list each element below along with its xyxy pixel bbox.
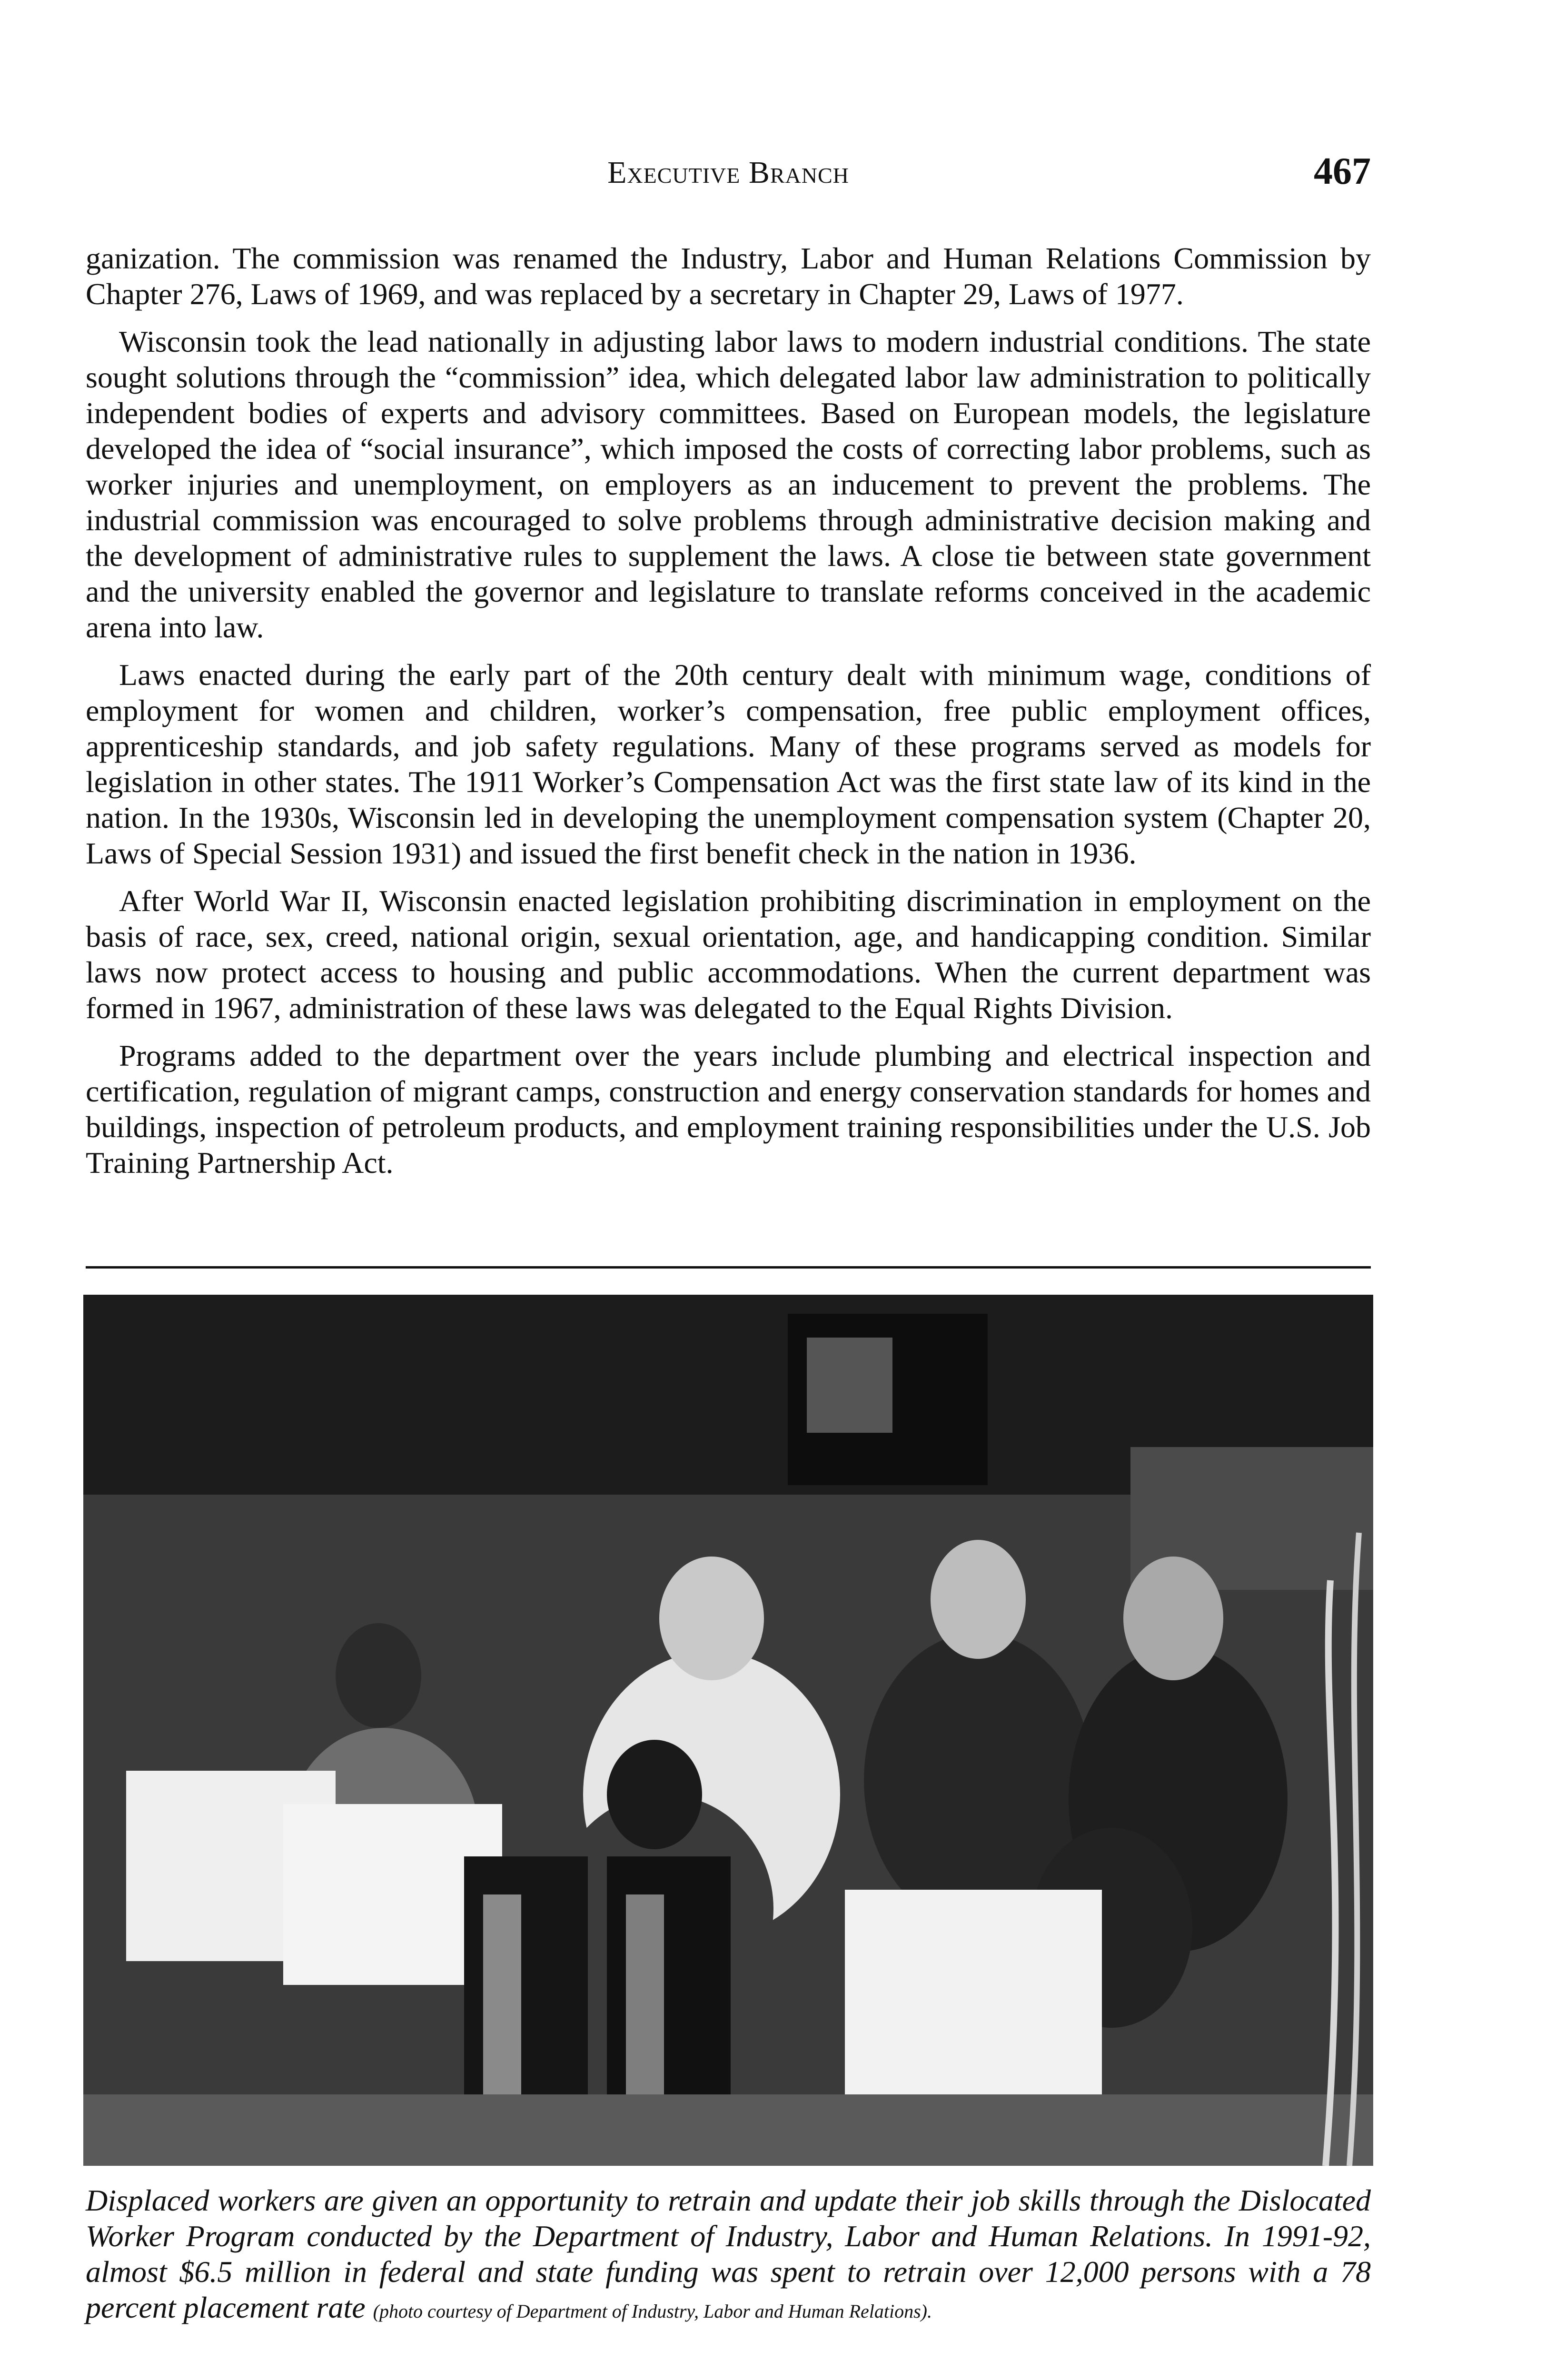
photo-credit: (photo courtesy of Department of Industry, Labor and Human Relations). bbox=[373, 2301, 932, 2322]
figure-caption bbox=[86, 2182, 1371, 2329]
paragraph: Programs added to the department over the years include plumbing and electrical inspection and certification, regulation of migrant camps, construction and energy conservation standards for homes and buildings, inspection of petroleum products, and employment training responsibilities under the U.S. Job Training Partnership Act. bbox=[86, 1039, 1371, 1180]
paragraph: Laws enacted during the early part of the 20th century dealt with minimum wage, conditions of employment for women and children, worker’s compensation, free public employment offices, apprenticeship standards, and job safety regulations. Many of these programs served as models for legislation in other states. The 1911 Worker’s Compensation Act was the first state law of its kind in the nation. In the 1930s, Wisconsin led in developing the unemployment compensation system (Chapter 20, Laws of Special Session 1931) and issued the first benefit check in the nation in 1936. bbox=[86, 658, 1371, 870]
page-number: 467 bbox=[1314, 150, 1371, 192]
paragraph: ganization. The commission was renamed the Industry, Labor and Human Relations Commission by Chapter 276, Laws of 1969, and was replaced by a secretary in Chapter 29, Laws of 1977. bbox=[86, 241, 1371, 311]
paragraph: Wisconsin took the lead nationally in adjusting labor laws to modern industrial conditions. The state sought solutions through the “commission” idea, which delegated labor law administration to politically independent bodies of experts and advisory committees. Based on European models, the legislature developed the idea of “social insurance”, which imposed the costs of correcting labor problems, such as worker injuries and unemployment, on employers as an inducement to prevent the problems. The industrial commission was encouraged to solve problems through administrative decision making and the development of administrative rules to supplement the laws. A close tie between state government and the university enabled the governor and legislature to translate reforms conceived in the academic arena into law. bbox=[86, 325, 1371, 644]
horizontal-rule bbox=[86, 1266, 1371, 1269]
paragraph: After World War II, Wisconsin enacted legislation prohibiting discrimination in employment on the basis of race, sex, creed, national origin, sexual orientation, age, and handicapping condition. Similar laws now protect access to housing and public accommodations. When the current department was formed in 1967, administration of these laws was delegated to the Equal Rights Division. bbox=[86, 884, 1371, 1025]
section-title: Executive Branch bbox=[607, 155, 849, 190]
photo-computer-training-lab bbox=[83, 1295, 1373, 2166]
caption-text: Displaced workers are given an opportunity to retrain and update their job skills through the Dislocated Worker Program conducted by the Department of Industry, Labor and Human Relations. In 1991-92, almost $6.5 million in federal and state funding was spent to retrain over 12,000 persons with a 78 percent placement rate bbox=[86, 2183, 1371, 2324]
body-text bbox=[86, 240, 1371, 1192]
running-head bbox=[86, 145, 1371, 198]
photo-illustration bbox=[83, 1295, 1373, 2166]
